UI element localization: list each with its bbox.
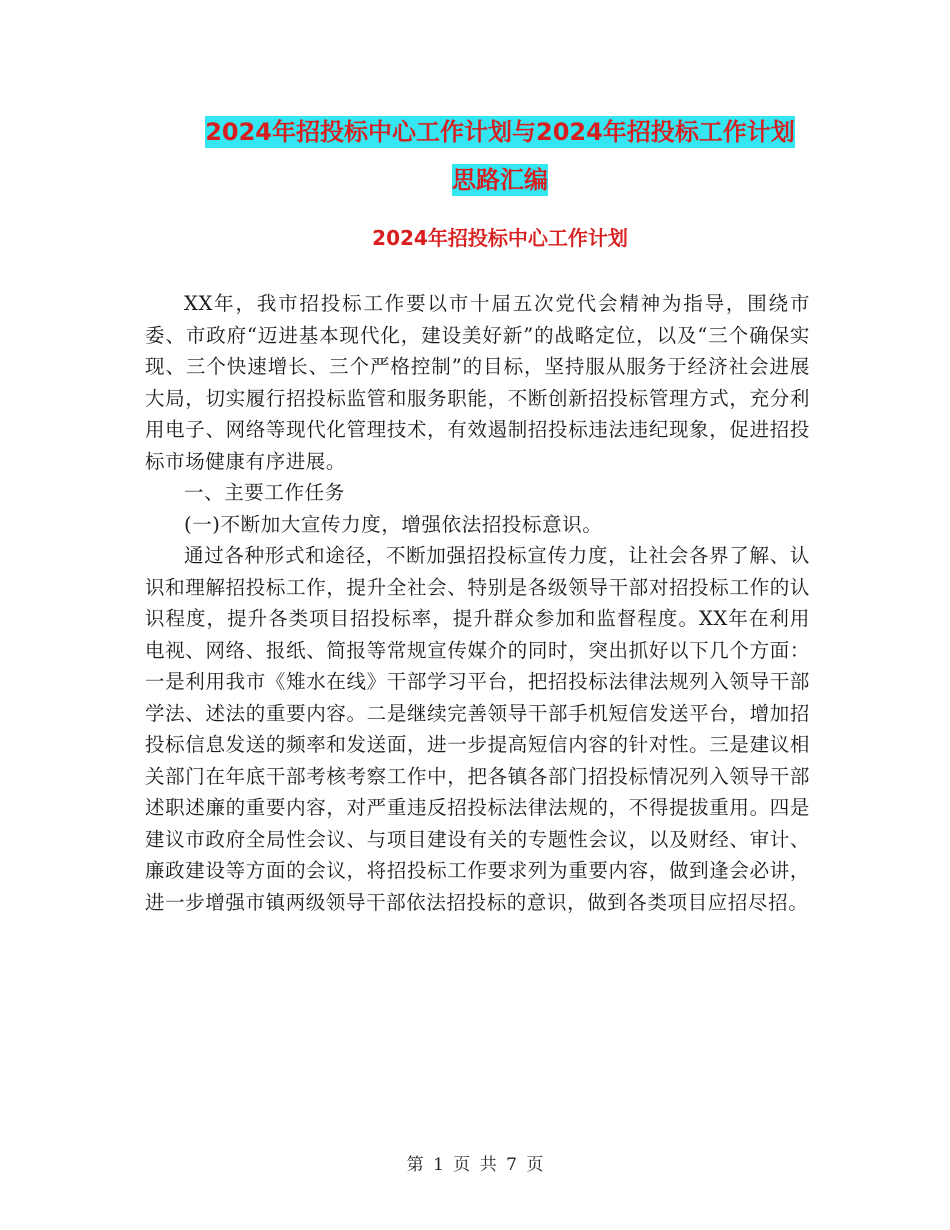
document-title xyxy=(145,108,855,204)
subheading-publicity: (一)不断加大宣传力度，增强依法招投标意识。 xyxy=(184,512,603,536)
document-title-line-2: 思路汇编 xyxy=(452,166,548,194)
paragraph-intro: XX年，我市招投标工作要以市十届五次党代会精神为指导，围绕市委、市政府“迈进基本现代化，建设美好新”的战略定位，以及“三个确保实现、三个快速增长、三个严格控制”的目标，坚持服从服务于经济社会进展大局，切实履行招投标监管和服务职能，不断创新招投标管理方式，充分利用电子、网络等现代化管理技术，有效遏制招投标违法违纪现象，促进招投标市场健康有序进展。 xyxy=(145,292,810,473)
heading-main-tasks: 一、主要工作任务 xyxy=(184,481,345,504)
section-title: 2024年招投标中心工作计划 xyxy=(372,226,628,250)
page-footer: 第 1 页 共 7 页 xyxy=(406,1155,544,1175)
paragraph-publicity: 通过各种形式和途径，不断加强招投标宣传力度，让社会各界了解、认识和理解招投标工作，提升全社会、特别是各级领导干部对招投标工作的认识程度，提升各类项目招投标率，提升群众参加和监督程度。XX年在利用电视、网络、报纸、简报等常规宣传媒介的同时，突出抓好以下几个方面：一是利用我市《雉水在线》干部学习平台，把招投标法律法规列入领导干部学法、述法的重要内容。二是继续完善领导干部手机短信发送平台，增加招投标信息发送的频率和发送面，进一步提高短信内容的针对性。三是建议相关部门在年底干部考核考察工作中，把各镇各部门招投标情况列入领导干部述职述廉的重要内容，对严重违反招投标法律法规的，不得提拔重用。四是建议市政府全局性会议、与项目建设有关的专题性会议，以及财经、审计、廉政建设等方面的会议，将招投标工作要求列为重要内容，做到逢会必讲，进一步增强市镇两级领导干部依法招投标的意识，做到各类项目应招尽招。 xyxy=(145,544,810,914)
document-title-line-1: 2024年招投标中心工作计划与2024年招投标工作计划 xyxy=(205,118,795,146)
document-body xyxy=(145,288,810,918)
